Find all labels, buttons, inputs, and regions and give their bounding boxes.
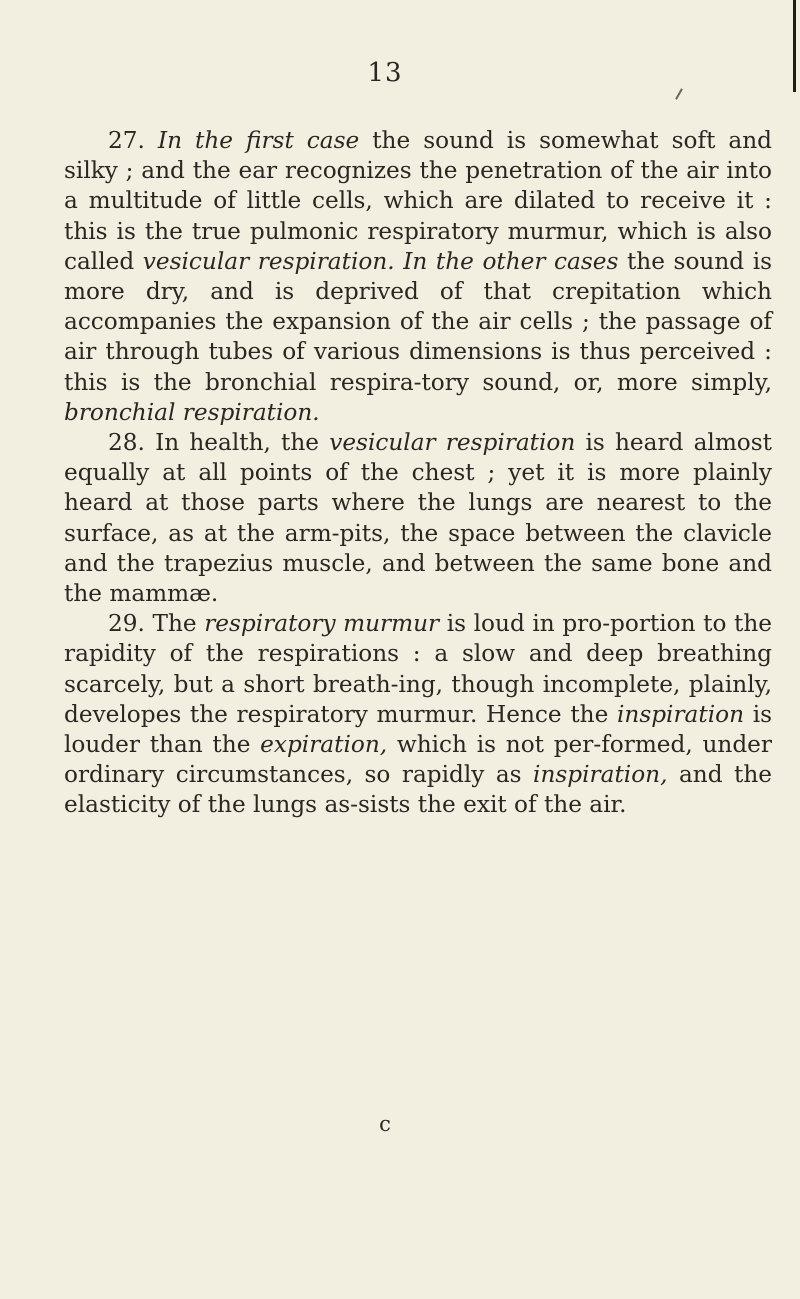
paragraph-29 [64,609,772,820]
pencil-tick-mark [675,88,683,99]
text-run: which is not per-formed, under ordinary circumstances, so rapidly as [64,731,772,789]
text-run: is loud in pro-portion to the rapidity of the respirations : a slow and deep breathing scarcely, but a short breath-ing, though incomplete, plainly, developes the respiratory murmur. Hence the [64,610,772,728]
text-run: The [144,610,205,638]
paragraph-number: 28. [108,429,145,457]
text-run [145,127,158,154]
text-run: and the elasticity of the lungs as-sists the exit of the air. [64,761,772,819]
italic-run: bronchial respiration. [64,398,320,426]
italic-run: inspiration, [533,761,668,789]
italic-run: vesicular respiration. [142,247,395,275]
italic-run: In the other cases [403,247,619,275]
text-run: is louder than the [64,700,773,759]
page-edge-line [793,0,796,92]
text-run: In health, the [144,429,330,457]
body-text [64,126,772,821]
italic-run: expiration, [260,731,388,759]
italic-run: inspiration [616,700,745,728]
italic-run: In the first case [157,127,360,154]
text-run: the sound is more dry, and is deprived of that crepitation which accompanies the expansion of the air cells ; the passage of air through tubes of various dimensions is thus perceived : this is the bronchial respira-tory sound, or, more simply, [64,247,773,396]
text-run [395,248,404,275]
italic-run: vesicular respiration [329,429,576,457]
signature-mark: c [379,1112,391,1136]
text-run: the sound is somewhat soft and silky ; and the ear recognizes the penetration of the air into a multitude of little cells, which are dilated to receive it : this is the true pulmonic respiratory murmur, which is also called [64,127,772,275]
paragraph-28 [64,428,772,609]
paragraph-number: 29. [108,610,145,638]
text-run: is heard almost equally at all points of the chest ; yet it is more plainly heard at those parts where the lungs are nearest to the surface, as at the arm-pits, the space between the clavicle and the trapezius muscle, and between the same bone and the mammæ. [64,429,772,608]
paragraph-number: 27. [108,127,145,154]
page-number: 13 [367,58,403,88]
italic-run: respiratory murmur [204,610,440,638]
paragraph-27 [64,126,772,428]
